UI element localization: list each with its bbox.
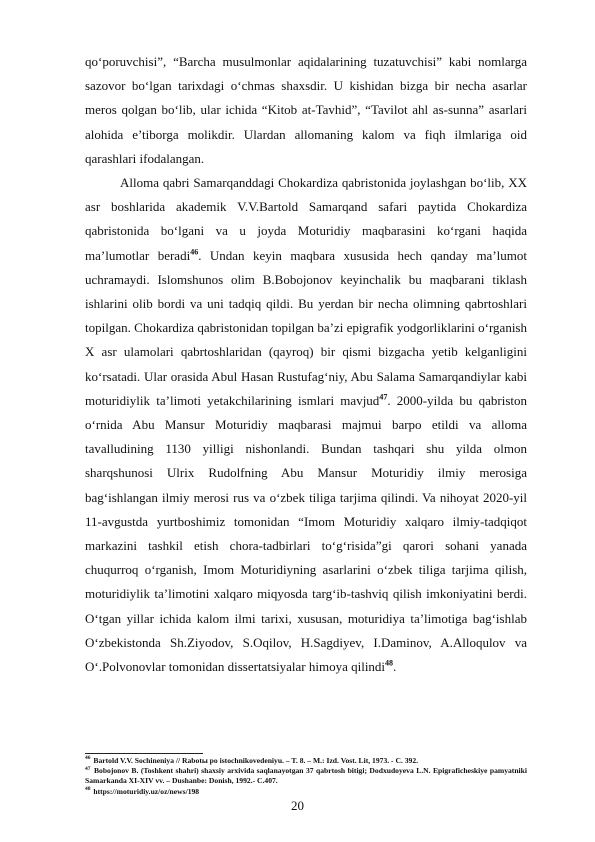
paragraph-2 (85, 171, 527, 679)
footnote-link[interactable]: https://moturidiy.uz/oz/news/198 (93, 786, 200, 796)
footnote-48 (85, 787, 527, 797)
footnote-number: 46 (85, 755, 91, 762)
footnote-number: 48 (85, 786, 91, 793)
paragraph-1 (85, 50, 527, 171)
page-number: 20 (291, 798, 304, 813)
footnote-text: Bartold V.V. Sochineniya // Rabotы po istochnikovedeniyu. – T. 8. – M.: Izd. Vost. Lit, 1973. - C. 392. (93, 756, 419, 765)
footnote-46 (85, 756, 527, 766)
footnote-ref-48[interactable]: 48 (385, 658, 394, 668)
footnote-number: 47 (85, 765, 91, 772)
footnote-ref-47[interactable]: 47 (379, 392, 388, 402)
paragraph-2-part-1: Alloma qabri Samarqanddagi Chokardiza qabristonida joylashgan bo‘lib, XX asr boshlarida akademik V.V.Bartold Samarqand safari paytida Chokardiza qabristonida bo‘lgani va u joyda Moturidiy maqbarasini ko‘rgani haqida ma’lumotlar beradi (85, 175, 527, 263)
footnote-text: Bobojonov B. (Toshkent shahri) shaxsiy arxivida saqlanayotgan 37 qabrtosh bitigi; Dodxudoyeva L.N. Epigraficheskiye pamyatniki Samarkanda XI-XIV vv. – Dushanbe: Donish, 1992.- C.407. (85, 766, 527, 786)
paragraph-1-text: qo‘poruvchisi”, “Barcha musulmonlar aqidalarining tuzatuvchisi” kabi nomlarga sazovor bo‘lgan tarixdagi o‘chmas shaxsdir. U kishidan bizga bir necha asarlar meros qolgan bo‘lib, ular ichida “Kitob at-Tavhid”, “Tavilot ahl as-sunna” asarlari alohida e’tiborga molikdir. Ulardan allomaning kalom va fiqh ilmlariga oid qarashlari ifodalangan. (85, 54, 527, 166)
footnotes (85, 756, 527, 797)
footnote-separator (85, 753, 203, 754)
paragraph-2-part-2: . Undan keyin maqbara xususida hech qanday ma’lumot uchramaydi. Islomshunos olim B.Bobojonov keyinchalik bu maqbarani tiklash ishlarini olib bordi va uni tadqiq qildi. Bu yerdan bir necha olimning qabrtoshlari topilgan. Chokardiza qabristonidan topilgan ba’zi epigrafik yodgorliklarini o‘rganish X asr ulamolari qabrtoshlaridan (qayroq) bir qismi bizgacha yetib kelganligini ko‘rsatadi. Ular orasida Abul Hasan Rustufag‘niy, Abu Salama Samarqandiylar kabi moturidiylik ta’limoti yetakchilarining ismlari mavjud (85, 247, 527, 408)
footnote-ref-46[interactable]: 46 (190, 247, 199, 257)
body-text (85, 50, 527, 679)
footnote-47 (85, 766, 527, 786)
paragraph-2-part-3: . 2000-yilda bu qabriston o‘rnida Abu Mansur Moturidiy maqbarasi majmui barpo etildi va alloma tavalludining 1130 yilligi nishonlandi. Bundan tashqari shu yilda olmon sharqshunosi Ulrix Rudolfning Abu Mansur Moturidiy ilmiy merosiga bag‘ishlangan ilmiy merosi rus va o‘zbek tiliga tarjima qilindi. Va nihoyat 2020-yil 11-avgustda yurtboshimiz tomonidan “Imom Moturidiy xalqaro ilmiy-tadqiqot markazini tashkil etish chora-tadbirlari to‘g‘risida”gi qarori sohani yanada chuqurroq o‘rganish, Imom Moturidiyning asarlarini o‘zbek tiliga tarjima qilish, moturidiylik ta’limotini xalqaro miqyosda targ‘ib-tashviq qilish imkoniyatini berdi. O‘tgan yillar ichida kalom ilmi tarixi, xususan, moturidiya ta’limotiga bag‘ishlab O‘zbekistonda Sh.Ziyodov, S.Oqilov, H.Sagdiyev, I.Daminov, A.Alloqulov va O‘.Polvonovlar tomonidan dissertatsiyalar himoya qilindi (85, 392, 527, 675)
paragraph-2-end: . (393, 659, 397, 675)
